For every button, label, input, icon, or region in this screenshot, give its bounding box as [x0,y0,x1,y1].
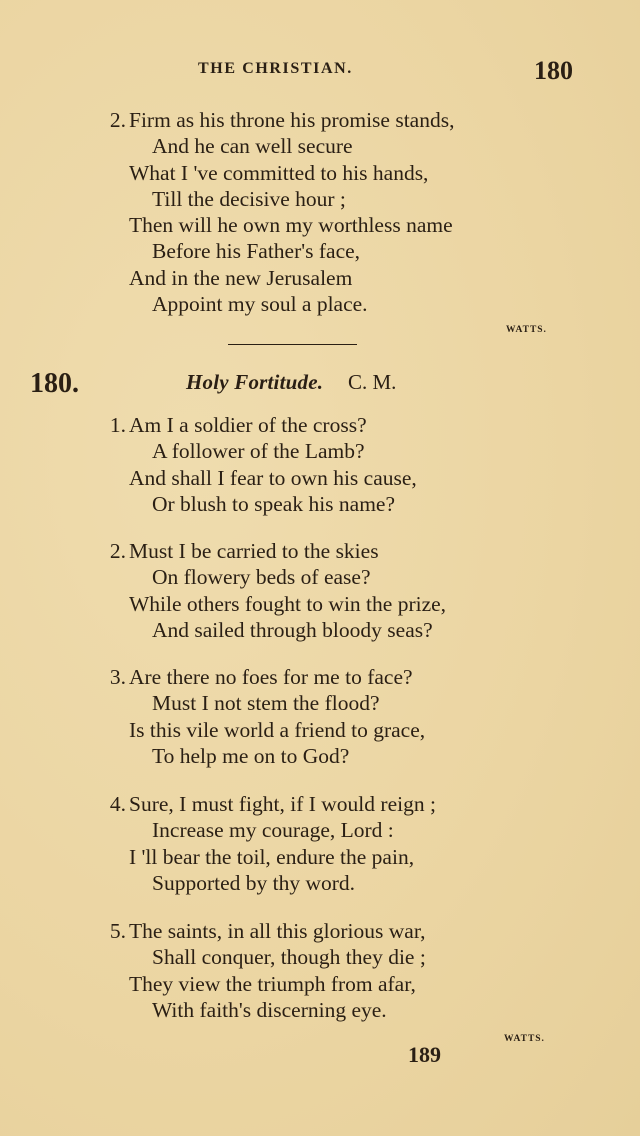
stanza-number: 4. [109,792,126,816]
hymn-title: Holy Fortitude. [186,370,324,394]
running-title: THE CHRISTIAN. [198,60,353,77]
verse-line: Am I a soldier of the cross? [129,413,367,437]
verse-line: And he can well secure [152,134,353,159]
hymn-meter: C. M. [348,370,397,394]
verse-line: Sure, I must fight, if I would reign ; [129,792,436,816]
verse-line: I 'll bear the toil, endure the pain, [129,844,415,869]
verse-line: Then will he own my worthless name [129,213,453,238]
verse-line: Is this vile world a friend to grace, [129,717,426,742]
verse-line: And sailed through bloody seas? [152,617,433,642]
verse-line: Firm as his throne his promise stands, [129,108,455,132]
verse-line: They view the triumph from afar, [129,971,416,996]
verse-line: Must I be carried to the skies [129,539,379,563]
verse-line: Are there no foes for me to face? [129,665,413,689]
hymn-number: 180. [30,368,79,399]
verse-line: On flowery beds of ease? [152,565,371,590]
verse-line: And in the new Jerusalem [129,265,353,290]
verse-line: Shall conquer, though they die ; [152,945,426,970]
verse-line: Supported by thy word. [152,870,356,895]
verse-line: Or blush to speak his name? [152,491,396,516]
page-number: 189 [408,1042,441,1067]
verse-line: What I 've committed to his hands, [129,160,429,185]
verse-line: Before his Father's face, [152,239,361,264]
hymn-attribution: WATTS. [504,1034,545,1044]
stanza-number: 2. [109,539,126,563]
verse-line: Must I not stem the flood? [152,691,380,716]
verse-line: A follower of the Lamb? [152,439,365,464]
stanza-number: 5. [109,919,126,943]
stanza-number: 3. [109,665,126,689]
verse-line: The saints, in all this glorious war, [129,919,426,943]
running-hymn-number: 180 [534,56,573,85]
stanza-number: 1. [109,413,126,437]
verse-line: While others fought to win the prize, [129,591,447,616]
verse-line: Till the decisive hour ; [152,186,346,211]
verse-line: With faith's discerning eye. [152,997,387,1022]
verse-line: And shall I fear to own his cause, [129,465,417,490]
verse-line: Increase my courage, Lord : [152,818,394,843]
section-divider [228,344,357,345]
stanza-number: 2. [109,108,126,132]
verse-line: Appoint my soul a place. [152,292,368,317]
verse-line: To help me on to God? [152,743,350,768]
previous-hymn-attribution: WATTS. [506,325,547,335]
